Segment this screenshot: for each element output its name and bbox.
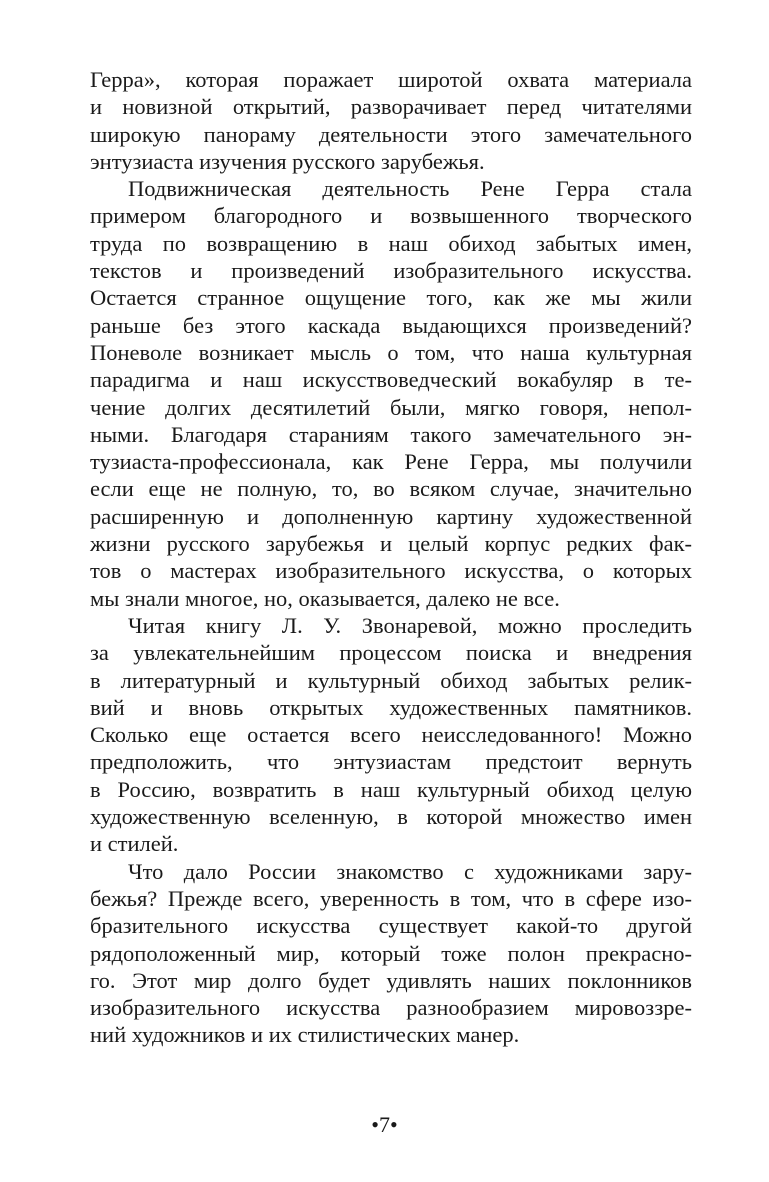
page-number: •7• — [371, 1112, 398, 1137]
text-line: вий и вновь открытых художественных памятников. — [90, 694, 692, 720]
text-line: бежья? Прежде всего, уверенность в том, что в сфере изо- — [90, 885, 692, 911]
text-line: энтузиаста изучения русского зарубежья. — [90, 148, 485, 174]
text-line: примером благородного и возвышенного творческого — [90, 203, 692, 229]
text-line: и стилей. — [90, 831, 179, 857]
text-line: парадигма и наш искусствоведческий вокабуляр в те- — [90, 367, 692, 393]
paragraph-2 — [90, 175, 692, 612]
text-line: тов о мастерах изобразительного искусства, о которых — [90, 558, 692, 584]
text-line: в Россию, возвратить в наш культурный обиход целую — [90, 776, 692, 802]
text-line: тузиаста-профессионала, как Рене Герра, мы получили — [90, 449, 692, 475]
page-body — [90, 66, 692, 1049]
text-line: мы знали многое, но, оказывается, далеко не все. — [90, 585, 560, 611]
text-line: го. Этот мир долго будет удивлять наших поклонников — [90, 967, 692, 993]
text-line: предположить, что энтузиастам предстоит вернуть — [90, 749, 692, 775]
paragraph-4 — [90, 858, 692, 1049]
text-line: ний художников и их стилистических манер. — [90, 1022, 520, 1048]
text-line: Читая книгу Л. У. Звонаревой, можно проследить — [128, 612, 692, 638]
text-line: труда по возвращению в наш обиход забытых имен, — [90, 230, 692, 256]
text-line: чение долгих десятилетий были, мягко говоря, непол- — [90, 394, 692, 420]
text-line: текстов и произведений изобразительного искусства. — [90, 258, 692, 284]
text-line: Поневоле возникает мысль о том, что наша культурная — [90, 339, 692, 365]
text-line: Сколько еще остается всего неисследованного! Можно — [90, 722, 692, 748]
text-line: если еще не полную, то, во всяком случае, значительно — [90, 476, 692, 502]
text-line: изобразительного искусства разнообразием мировоззре- — [90, 995, 692, 1021]
text-line: и новизной открытий, разворачивает перед читателями — [90, 94, 692, 120]
text-line: рядоположенный мир, который тоже полон прекрасно- — [90, 940, 692, 966]
text-line: расширенную и дополненную картину художественной — [90, 503, 692, 529]
text-line: раньше без этого каскада выдающихся произведений? — [90, 312, 692, 338]
text-line: Герра», которая поражает широтой охвата материала — [90, 67, 692, 92]
text-line: художественную вселенную, в которой множество имен — [90, 804, 692, 830]
paragraph-1 — [90, 66, 692, 175]
text-line: в литературный и культурный обиход забытых релик- — [90, 667, 692, 693]
text-line: за увлекательнейшим процессом поиска и внедрения — [90, 640, 692, 666]
paragraph-3 — [90, 612, 692, 858]
text-line: Остается странное ощущение того, как же мы жили — [90, 285, 692, 311]
text-line: Что дало России знакомство с художниками зару- — [128, 858, 692, 884]
text-line: Подвижническая деятельность Рене Герра стала — [128, 176, 692, 202]
text-line: жизни русского зарубежья и целый корпус редких фак- — [90, 531, 692, 557]
text-line: ными. Благодаря стараниям такого замечательного эн- — [90, 421, 692, 447]
text-line: широкую панораму деятельности этого замечательного — [90, 121, 692, 147]
text-line: бразительного искусства существует какой-то другой — [90, 913, 692, 939]
